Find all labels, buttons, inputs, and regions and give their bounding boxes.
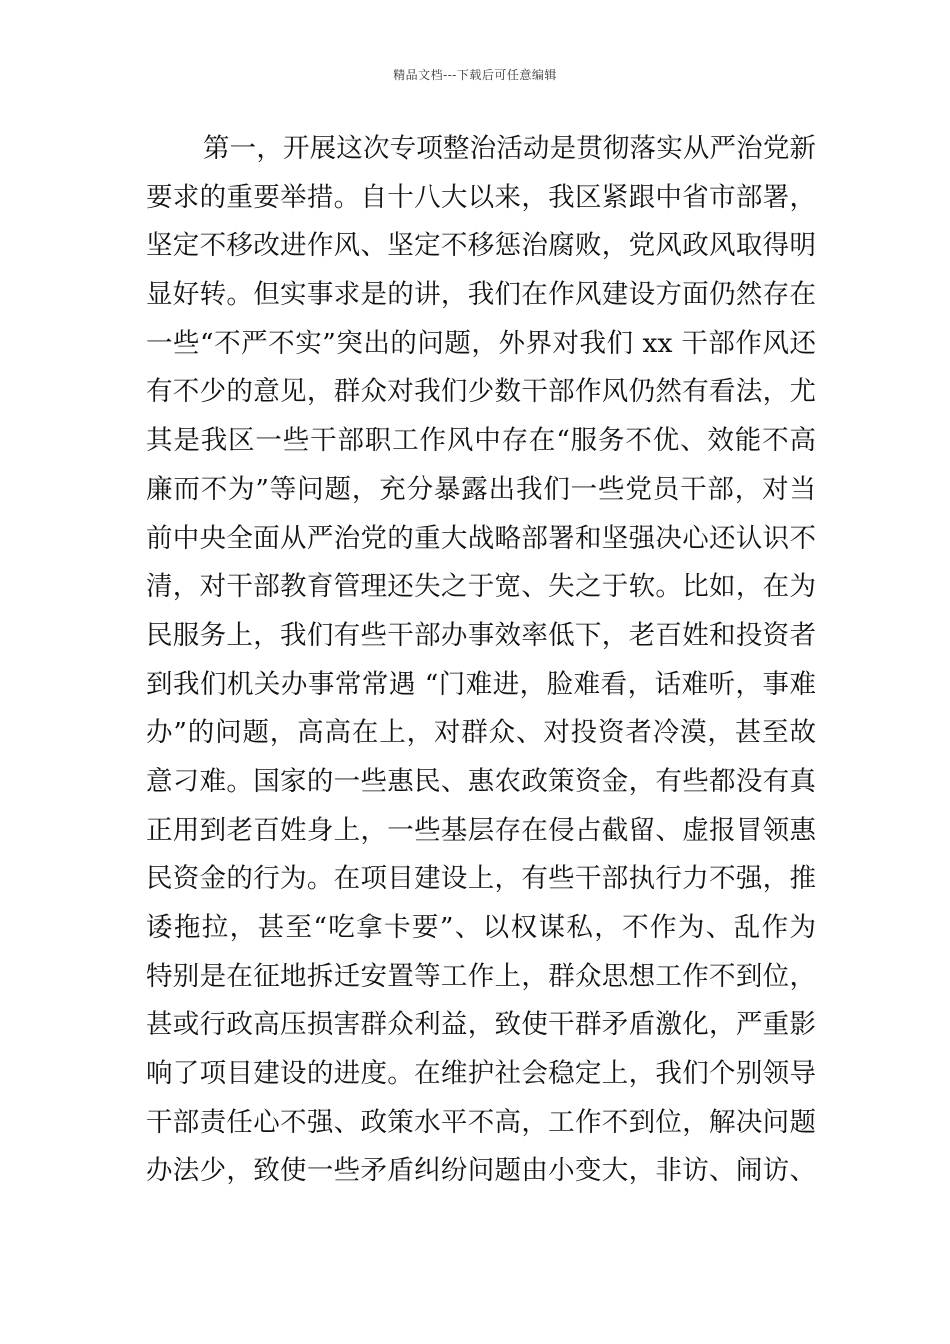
text-line: 第一，开展这次专项整治活动是贯彻落实从严治党新 bbox=[203, 133, 816, 164]
text-line: 办”的问题，高高在上，对群众、对投资者冷漠，甚至故 bbox=[146, 717, 816, 749]
text-line: 前中央全面从严治党的重大战略部署和坚强决心还认识不 bbox=[146, 522, 816, 554]
text-line: 廉而不为”等问题，充分暴露出我们一些党员干部，对当 bbox=[146, 473, 816, 505]
text-line: 有不少的意见，群众对我们少数干部作风仍然有看法，尤 bbox=[146, 376, 816, 408]
text-line: 意刁难。国家的一些惠民、惠农政策资金，有些都没有真 bbox=[146, 765, 816, 797]
text-line: 要求的重要举措。自十八大以来，我区紧跟中省市部署， bbox=[146, 181, 816, 213]
body-paragraph bbox=[146, 125, 816, 1196]
text-line: 响了项目建设的进度。在维护社会稳定上，我们个别领导 bbox=[146, 1058, 816, 1090]
text-line: 民资金的行为。在项目建设上，有些干部执行力不强，推 bbox=[146, 863, 816, 895]
text-line: 到我们机关办事常常遇 “门难进，脸难看，话难听，事难 bbox=[146, 668, 816, 700]
text-line: 其是我区一些干部职工作风中存在“服务不优、效能不高 bbox=[146, 425, 816, 457]
text-line: 一些“不严不实”突出的问题，外界对我们 xx 干部作风还 bbox=[146, 327, 816, 359]
text-line: 干部责任心不强、政策水平不高，工作不到位，解决问题 bbox=[146, 1106, 816, 1138]
text-line: 显好转。但实事求是的讲，我们在作风建设方面仍然存在 bbox=[146, 279, 816, 311]
text-line: 甚或行政高压损害群众利益，致使干群矛盾激化，严重影 bbox=[146, 1009, 816, 1041]
text-line: 诿拖拉，甚至“吃拿卡要”、以权谋私，不作为、乱作为 bbox=[146, 912, 816, 943]
text-line: 办法少，致使一些矛盾纠纷问题由小变大，非访、闹访、 bbox=[146, 1155, 816, 1187]
text-line: 民服务上，我们有些干部办事效率低下，老百姓和投资者 bbox=[146, 619, 816, 651]
page-header: 精品文档---下载后可任意编辑 bbox=[393, 68, 557, 82]
text-line: 正用到老百姓身上，一些基层存在侵占截留、虚报冒领惠 bbox=[146, 814, 816, 846]
text-line: 坚定不移改进作风、坚定不移惩治腐败，党风政风取得明 bbox=[146, 230, 816, 262]
text-line: 清，对干部教育管理还失之于宽、失之于软。比如，在为 bbox=[146, 571, 816, 603]
text-line: 特别是在征地拆迁安置等工作上，群众思想工作不到位， bbox=[146, 960, 816, 992]
